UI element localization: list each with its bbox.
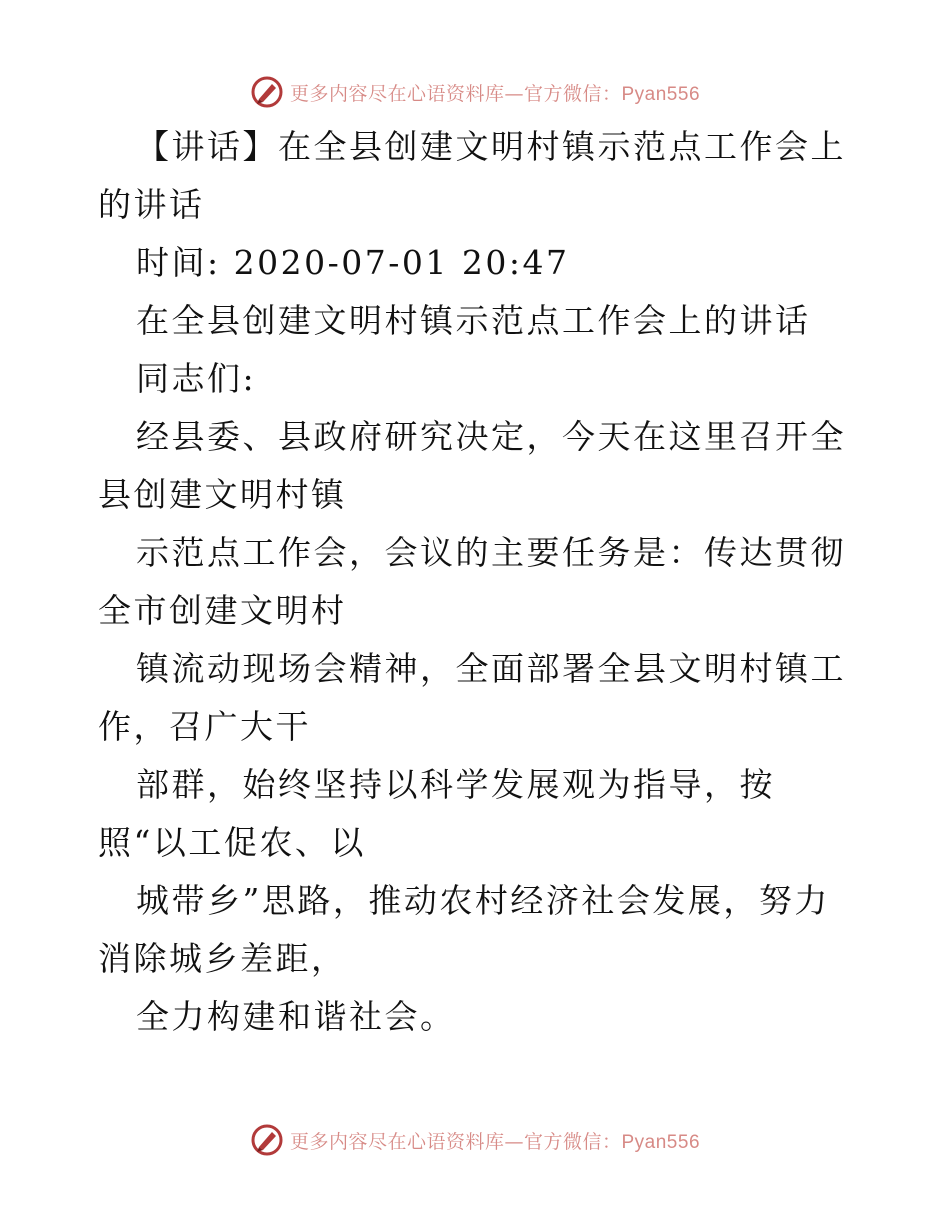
time-line: 时间: 2020-07-01 20:47: [136, 243, 570, 282]
watermark-footer: [0, 1120, 950, 1160]
body-paragraph: 镇流动现场会精神，全面部署全县文明村镇工作，召广大干: [98, 649, 846, 746]
wechat-id: Pyan556: [621, 1131, 701, 1153]
seal-logo-icon: [250, 75, 284, 109]
speech-heading: 在全县创建文明村镇示范点工作会上的讲话: [136, 301, 811, 340]
watermark-text: 更多内容尽在心语资料库—官方微信：Pyan556: [289, 82, 701, 105]
document-body: [98, 118, 858, 1046]
body-paragraph: 部群，始终坚持以科学发展观为指导，按照“以工促农、以: [98, 765, 775, 862]
document-title: 【讲话】在全县创建文明村镇示范点工作会上的讲话: [98, 127, 846, 224]
wechat-id: Pyan556: [621, 83, 701, 105]
body-paragraph: 城带乡”思路，推动农村经济社会发展，努力消除城乡差距，: [98, 881, 830, 978]
body-paragraph: 全力构建和谐社会。: [136, 997, 456, 1036]
watermark-text: 更多内容尽在心语资料库—官方微信：Pyan556: [289, 1130, 701, 1153]
body-paragraph: 示范点工作会，会议的主要任务是：传达贯彻全市创建文明村: [98, 533, 846, 630]
seal-logo-icon: [250, 1123, 284, 1157]
watermark-header: [0, 72, 950, 112]
salutation: 同志们:: [136, 359, 257, 398]
body-paragraph: 经县委、县政府研究决定，今天在这里召开全县创建文明村镇: [98, 417, 846, 514]
